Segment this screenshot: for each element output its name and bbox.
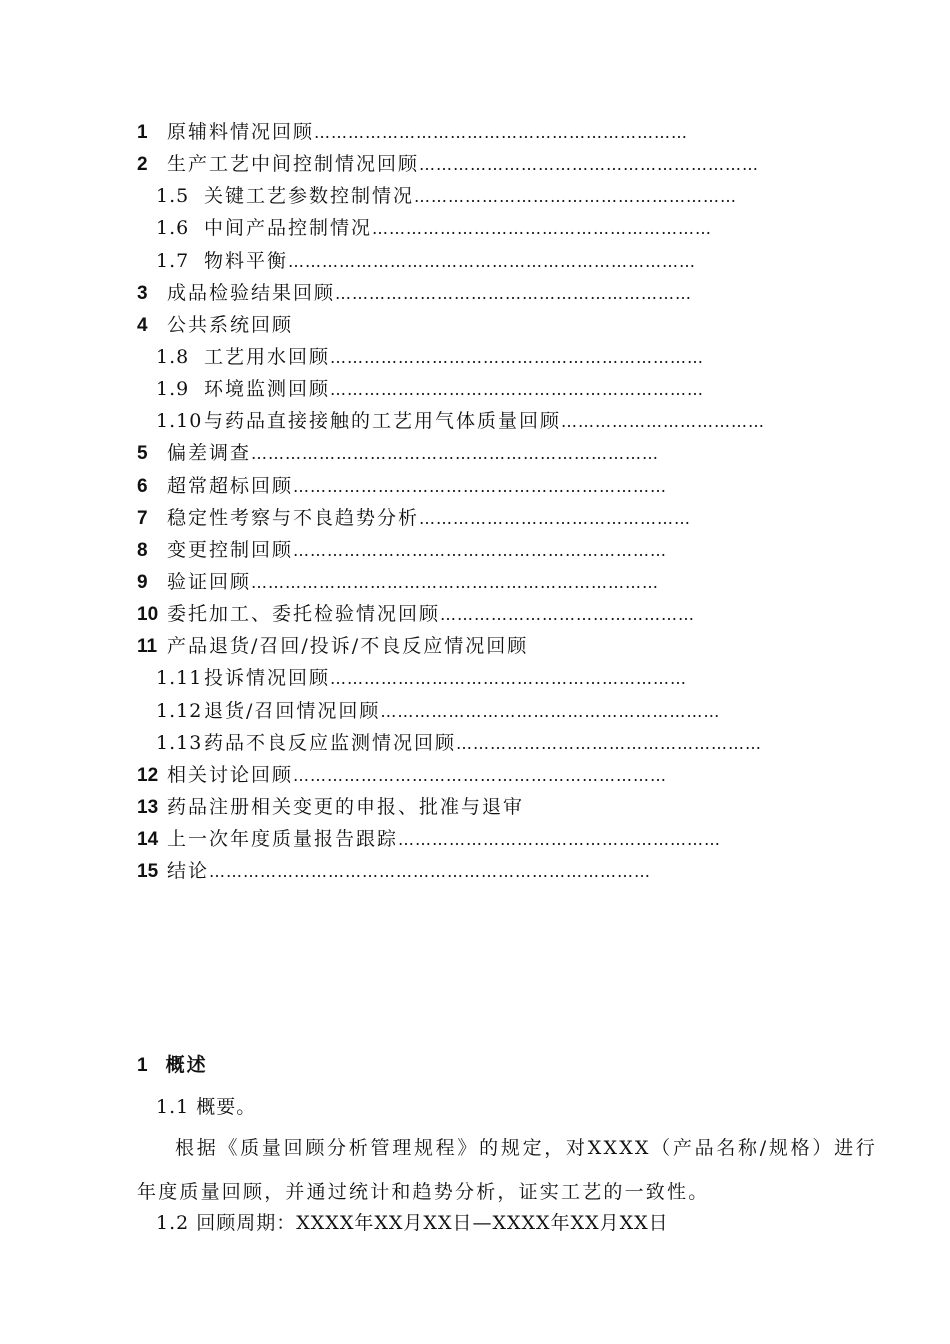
toc-entry-number: 1.12	[156, 699, 203, 722]
toc-leader-dots: …………………………………………………………	[330, 380, 705, 400]
toc-entry-title: 相关讨论回顾	[167, 763, 294, 786]
toc-entry[interactable]	[137, 245, 797, 277]
toc-leader-dots: ………………………………………………………	[335, 283, 693, 303]
toc-entry[interactable]	[137, 212, 797, 244]
toc-entry-number: 1.9	[156, 378, 190, 401]
toc-entry-number: 14	[137, 829, 159, 851]
toc-entry-title: 公共系统回顾	[167, 313, 294, 336]
toc-entry[interactable]	[137, 791, 797, 823]
toc-entry[interactable]	[137, 502, 797, 534]
toc-entry[interactable]	[137, 470, 797, 502]
toc-entry[interactable]	[137, 180, 797, 212]
toc-leader-dots: …………………………………………………………	[314, 123, 689, 142]
toc-entry[interactable]	[137, 437, 797, 469]
toc-leader-dots: …………………………………………………	[414, 187, 738, 207]
toc-entry-title: 中间产品控制情况	[204, 217, 373, 240]
toc-entry[interactable]	[137, 759, 797, 791]
toc-entry-title: 物料平衡	[204, 249, 289, 272]
review-period: 1.2 回顾周期：XXXX年XX月XX日—XXXX年XX月XX日	[156, 1212, 669, 1234]
toc-entry-title: 投诉情况回顾	[204, 667, 331, 690]
toc-leader-dots: …………………………………………………………	[330, 347, 705, 367]
toc-entry-number: 1.5	[156, 185, 190, 208]
toc-leader-dots: ………………………………………………	[456, 733, 763, 753]
toc-entry[interactable]	[137, 598, 797, 630]
toc-entry-title: 上一次年度质量报告跟踪	[167, 828, 399, 851]
toc-leader-dots: …………………………………………	[419, 508, 692, 528]
toc-entry-number: 4	[137, 314, 148, 336]
toc-entry-title: 药品注册相关变更的申报、批准与退审	[167, 795, 525, 818]
toc-leader-dots: ……………………………………………………	[380, 701, 721, 721]
toc-entry-title: 与药品直接接触的工艺用气体质量回顾	[204, 410, 562, 433]
toc-leader-dots: ………………………………………………………………	[288, 251, 697, 271]
toc-entry-number: 1.11	[156, 667, 203, 690]
toc-entry-number: 7	[137, 507, 148, 529]
toc-entry-title: 委托加工、委托检验情况回顾	[167, 603, 441, 626]
toc-entry[interactable]	[137, 373, 797, 405]
overview-paragraph: 根据《质量回顾分析管理规程》的规定，对XXXX（产品名称/规格）进行年度质量回顾，并通过统计和趋势分析，证实工艺的一致性。	[137, 1137, 877, 1203]
section-title: 概述	[165, 1054, 208, 1076]
toc-entry-title: 结论	[167, 860, 210, 883]
toc-entry[interactable]	[137, 405, 797, 437]
toc-entry[interactable]	[137, 630, 797, 662]
toc-entry-number: 15	[137, 861, 159, 883]
toc-entry-number: 6	[137, 475, 148, 497]
toc-entry-number: 13	[137, 796, 159, 818]
toc-entry-title: 成品检验结果回顾	[167, 281, 336, 304]
toc-leader-dots: ……………………………………………………………………	[209, 862, 652, 882]
toc-entry-title: 变更控制回顾	[167, 538, 294, 561]
toc-entry-number: 1.6	[156, 217, 190, 240]
toc-leader-dots: ………………………………………………………………	[251, 572, 660, 592]
toc-entry-number: 2	[137, 154, 148, 176]
toc-entry[interactable]	[137, 566, 797, 598]
toc-entry-number: 12	[137, 764, 159, 786]
toc-entry-number: 1.13	[156, 731, 203, 754]
toc-entry-title: 产品退货/召回/投诉/不良反应情况回顾	[167, 635, 529, 658]
toc-entry-number: 8	[137, 539, 148, 561]
toc-entry[interactable]	[137, 148, 797, 180]
toc-entry-number: 11	[137, 636, 158, 658]
toc-leader-dots: ………………………………	[561, 412, 766, 432]
toc-entry-number: 3	[137, 282, 148, 304]
toc-entry-title: 生产工艺中间控制情况回顾	[167, 153, 420, 176]
toc-leader-dots: ……………………………………………………	[419, 155, 760, 175]
toc-entry-title: 关键工艺参数控制情况	[204, 185, 415, 208]
toc-entry-number: 9	[137, 571, 148, 593]
toc-leader-dots: ……………………………………………………	[372, 219, 713, 239]
toc-entry-title: 超常超标回顾	[167, 474, 294, 497]
toc-entry[interactable]	[137, 534, 797, 566]
toc-leader-dots: …………………………………………………	[398, 830, 722, 850]
toc-entry[interactable]	[137, 695, 797, 727]
subsection-overview: 1.1 概要。	[156, 1096, 257, 1118]
toc-leader-dots: …………………………………………………………	[293, 540, 668, 560]
toc-leader-dots: ………………………………………	[440, 605, 696, 625]
toc-entry[interactable]	[137, 855, 797, 887]
toc-entry-number: 5	[137, 443, 148, 465]
toc-entry-number: 1.10	[156, 410, 203, 433]
toc-entry-title: 环境监测回顾	[204, 378, 331, 401]
toc-entry-number: 10	[137, 604, 159, 626]
toc-entry-number: 1.8	[156, 345, 190, 368]
toc-leader-dots: …………………………………………………………	[293, 476, 668, 496]
toc-entry[interactable]	[137, 309, 797, 341]
toc-entry[interactable]	[137, 823, 797, 855]
toc-entry[interactable]	[137, 727, 797, 759]
section-heading	[137, 1050, 877, 1077]
toc-entry-number: 1.7	[156, 249, 190, 272]
toc-entry[interactable]	[137, 277, 797, 309]
toc-entry[interactable]	[137, 662, 797, 694]
toc-entry[interactable]	[137, 341, 797, 373]
toc-leader-dots: …………………………………………………………	[293, 765, 668, 785]
toc-entry-title: 药品不良反应监测情况回顾	[204, 731, 457, 754]
toc-entry-title: 偏差调查	[167, 442, 252, 465]
toc-leader-dots: ………………………………………………………………	[251, 444, 660, 464]
toc-entry[interactable]	[137, 116, 797, 148]
toc-entry-title: 退货/召回情况回顾	[204, 699, 381, 722]
toc-entry-number: 1	[137, 122, 148, 143]
toc-leader-dots: ………………………………………………………	[330, 669, 688, 689]
toc-entry-title: 稳定性考察与不良趋势分析	[167, 506, 420, 529]
toc-entry-title: 验证回顾	[167, 570, 252, 593]
toc-entry-title: 工艺用水回顾	[204, 345, 331, 368]
table-of-contents	[137, 116, 797, 887]
section-number: 1	[137, 1055, 148, 1076]
toc-entry-title: 原辅料情况回顾	[167, 121, 315, 143]
